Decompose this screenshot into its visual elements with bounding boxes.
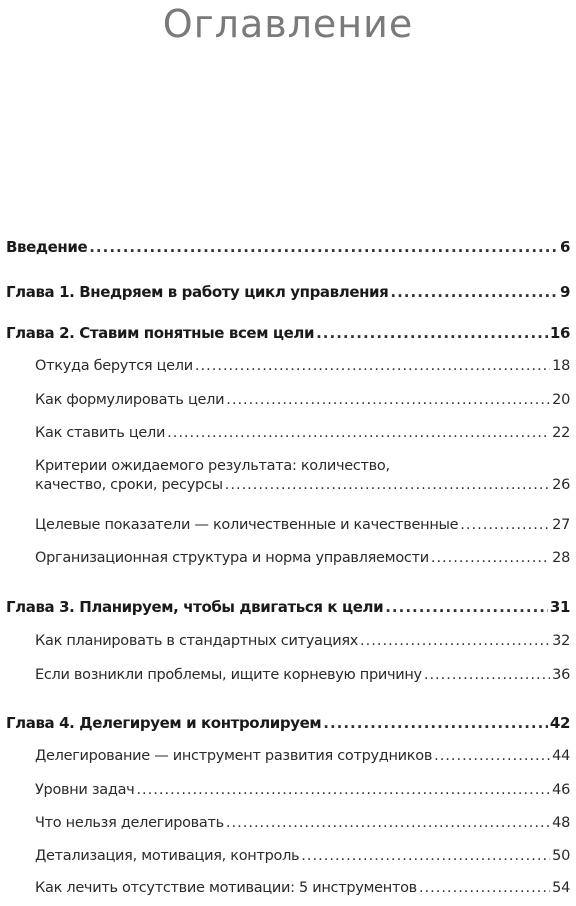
- toc-page-number: 31: [549, 598, 570, 616]
- toc-entry-section[interactable]: [35, 782, 570, 798]
- toc-entry-section[interactable]: [35, 550, 570, 566]
- toc-entry-label: Как лечить отсутствие мотивации: 5 инструментов: [35, 880, 417, 896]
- leader-dots: [301, 848, 550, 864]
- toc-page-number: 54: [552, 880, 570, 896]
- toc-page-number: 48: [552, 815, 570, 831]
- leader-dots: [434, 748, 550, 764]
- toc-entry-chapter-1[interactable]: [6, 283, 570, 301]
- toc-page-number: 6: [559, 238, 570, 256]
- leader-dots: [225, 477, 550, 493]
- toc-entry-label: Делегирование — инструмент развития сотрудников: [35, 748, 433, 764]
- toc-page-number: 16: [549, 324, 570, 342]
- toc-page-number: 22: [552, 425, 570, 441]
- leader-dots: [89, 238, 558, 256]
- toc-entry-label: Как планировать в стандартных ситуациях: [35, 633, 359, 649]
- leader-dots: [323, 714, 548, 732]
- toc-entry-label: Откуда берутся цели: [35, 358, 193, 374]
- toc-entry-label: Глава 3. Планируем, чтобы двигаться к цели: [6, 598, 384, 616]
- toc-entry-label: Глава 1. Внедряем в работу цикл управления: [6, 283, 389, 301]
- toc-page-number: 18: [552, 358, 570, 374]
- toc-page-number: 42: [549, 714, 570, 732]
- toc-page-number: 50: [552, 848, 570, 864]
- toc-entry-label: Критерии ожидаемого результата: количество,: [35, 458, 390, 474]
- toc-entry-label: Целевые показатели — количественные и качественные: [35, 517, 459, 533]
- toc-page-number: 20: [552, 392, 570, 408]
- toc-page-number: 32: [552, 633, 570, 649]
- toc-entry-section[interactable]: [35, 458, 570, 493]
- toc-entry-section[interactable]: [35, 425, 570, 441]
- toc-entry-label: Как формулировать цели: [35, 392, 225, 408]
- toc-entry-section[interactable]: [35, 667, 570, 683]
- toc-entry-label: Введение: [6, 238, 88, 256]
- leader-dots: [360, 633, 550, 649]
- toc-page-number: 28: [552, 550, 570, 566]
- leader-dots: [385, 598, 548, 616]
- toc-entry-label: Глава 2. Ставим понятные всем цели: [6, 324, 315, 342]
- leader-dots: [136, 782, 550, 798]
- toc-entry-label: Если возникли проблемы, ищите корневую причину: [35, 667, 422, 683]
- toc-entry-section[interactable]: [35, 748, 570, 764]
- leader-dots: [195, 358, 550, 374]
- toc-page-number: 44: [552, 748, 570, 764]
- toc-page-number: 26: [552, 477, 570, 493]
- toc-entry-label: Организационная структура и норма управляемости: [35, 550, 429, 566]
- leader-dots: [431, 550, 550, 566]
- toc-page-number: 9: [559, 283, 570, 301]
- toc-entry-label: Детализация, мотивация, контроль: [35, 848, 300, 864]
- toc-entry-label-line2: [35, 477, 570, 493]
- toc-entry-section[interactable]: [35, 880, 570, 896]
- toc-entry-section[interactable]: [35, 358, 570, 374]
- toc-page-number: 46: [552, 782, 570, 798]
- leader-dots: [419, 880, 550, 896]
- toc-entry-section[interactable]: [35, 392, 570, 408]
- leader-dots: [460, 517, 550, 533]
- leader-dots: [390, 283, 558, 301]
- leader-dots: [424, 667, 550, 683]
- leader-dots: [316, 324, 548, 342]
- toc-entry-section[interactable]: [35, 517, 570, 533]
- toc-entry-label: Что нельзя делегировать: [35, 815, 224, 831]
- toc-entry-section[interactable]: [35, 633, 570, 649]
- toc-entry-label-continued: качество, сроки, ресурсы: [35, 477, 223, 493]
- toc-page-number: 27: [552, 517, 570, 533]
- page-title: Оглавление: [162, 2, 414, 46]
- toc-entry-chapter-4[interactable]: [6, 714, 570, 732]
- toc-entry-label: Глава 4. Делегируем и контролируем: [6, 714, 322, 732]
- toc-entry-chapter-2[interactable]: [6, 324, 570, 342]
- toc-entry-label: Уровни задач: [35, 782, 135, 798]
- toc-entry-section[interactable]: [35, 815, 570, 831]
- leader-dots: [226, 815, 550, 831]
- toc-page-number: 36: [552, 667, 570, 683]
- toc-entry-section[interactable]: [35, 848, 570, 864]
- toc-entry-chapter-3[interactable]: [6, 598, 570, 616]
- leader-dots: [167, 425, 550, 441]
- toc-entry-introduction[interactable]: [6, 238, 570, 256]
- toc-entry-label: Как ставить цели: [35, 425, 166, 441]
- leader-dots: [226, 392, 550, 408]
